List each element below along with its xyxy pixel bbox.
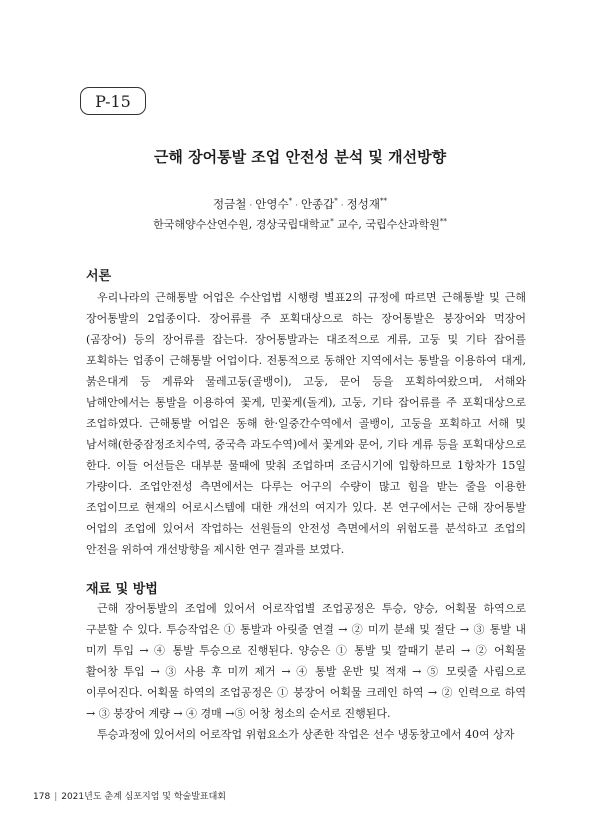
section-heading-introduction: 서론 xyxy=(86,269,112,284)
event-name: 2021년도 춘계 심포지엄 및 학술발표대회 xyxy=(61,792,226,802)
paragraph: 투승과정에 있어서의 어로작업 위험요소가 상존한 작업은 선수 냉동창고에서 40여 상자 xyxy=(97,728,515,741)
affiliation-suffix: , xyxy=(248,218,256,231)
affiliation-mark: * xyxy=(330,217,334,226)
affiliation-suffix: 교수, xyxy=(333,218,366,231)
paragraph: 우리나라의 근해통발 어업은 수산업법 시행령 별표2의 규정에 따르면 근해통발 및 근해 장어통발의 2업종이다. 장어류를 주 포획대상으로 하는 장어통발은 붕장어와 먹장어(곰장어) 등의 장어류를 잡는다. 장어통발과는 대조적으로 게류, 고둥 및 기타 잡어를 포획하는 업종이 근해통발 어업이다. 전통적으로 동해안 지역에서는 통발을 이용하여 대게, 붉은대게 등 게류와 물레고둥(골뱅이), 고둥, 문어 등을 포획하여왔으며, 서해와 남해안에서는 통발을 이용하여 꽃게, 민꽃게(돌게), 고둥, 기타 잡어류를 주 포획대상으로 조업하였다. 근해통발 어업은 동해 한·일중간수역에서 골뱅이, 고둥을 포획하고 서해 및 남서해(한중잠정조치수역, 중국측 과도수역)에서 꽃게와 문어, 기타 게류 등을 포획대상으로 한다. 이들 어선들은 대부분 물때에 맞춰 조업하며 조금시기에 입항하므로 1항차가 15일 가량이다. 조업안전성 측면에서는 다루는 어구의 수량이 많고 힘을 받는 줄을 이용한 조업이므로 현재의 어로시스템에 대한 개선의 여지가 있다. 본 연구에서는 근해 장어통발 어업의 조업에 있어서 작업하는 선원들의 안전성 측면에서의 위험도를 분석하고 조업의 안전을 위하여 개선방향을 제시한 연구 결과를 보였다. xyxy=(86,291,526,556)
section-heading-methods: 재료 및 방법 xyxy=(86,582,158,597)
author-name: 안종갑 xyxy=(300,197,335,211)
abstract-code-badge xyxy=(80,87,146,115)
footer-separator: | xyxy=(54,792,58,802)
affiliation-line xyxy=(0,216,600,232)
page-number: 178 xyxy=(33,792,51,802)
affiliation-mark: ** xyxy=(439,217,447,226)
affiliation-name: 국립수산과학원 xyxy=(365,218,440,231)
affiliation-name: 한국해양수산연수원 xyxy=(153,218,249,231)
author-mark: ** xyxy=(379,197,387,206)
author-mark: * xyxy=(288,197,293,206)
abstract-code: P-15 xyxy=(95,91,131,111)
page-footer xyxy=(33,789,226,802)
author-name: 정금철 xyxy=(213,197,247,211)
author-line xyxy=(0,196,600,212)
section-body-introduction xyxy=(86,287,526,560)
section-body-methods xyxy=(86,598,526,745)
author-separator: · xyxy=(340,201,344,211)
author-separator: · xyxy=(249,201,253,211)
author-separator: · xyxy=(295,201,298,211)
paper-title: 근해 장어통발 조업 안전성 분석 및 개선방향 xyxy=(153,148,447,166)
affiliation-name: 경상국립대학교 xyxy=(255,218,331,231)
author-name: 안영수 xyxy=(255,197,289,211)
author-name: 정성재 xyxy=(346,197,380,211)
author-mark: * xyxy=(334,197,338,206)
paragraph: 근해 장어통발의 조업에 있어서 어로작업별 조업공정은 투승, 양승, 어획물 하역으로 구분할 수 있다. 투승작업은 ① 통발과 아릿줄 연결 → ② 미끼 분쇄 및 절단 → ③ 통발 내 미끼 투입 → ④ 통발 투승으로 진행된다. 양승은 ① 통발 및 깔때기 분리 → ② 어획물 활어창 투입 → ③ 사용 후 미끼 제거 → ④ 통발 운반 및 적재 → ⑤ 모릿줄 사림으로 이루어진다. 어획물 하역의 조업공정은 ① 붕장어 어획물 크레인 하역 → ② 인력으로 하역 → ③ 붕장어 계량 → ④ 경매 →⑤ 어창 청소의 순서로 진행된다. xyxy=(86,602,526,720)
